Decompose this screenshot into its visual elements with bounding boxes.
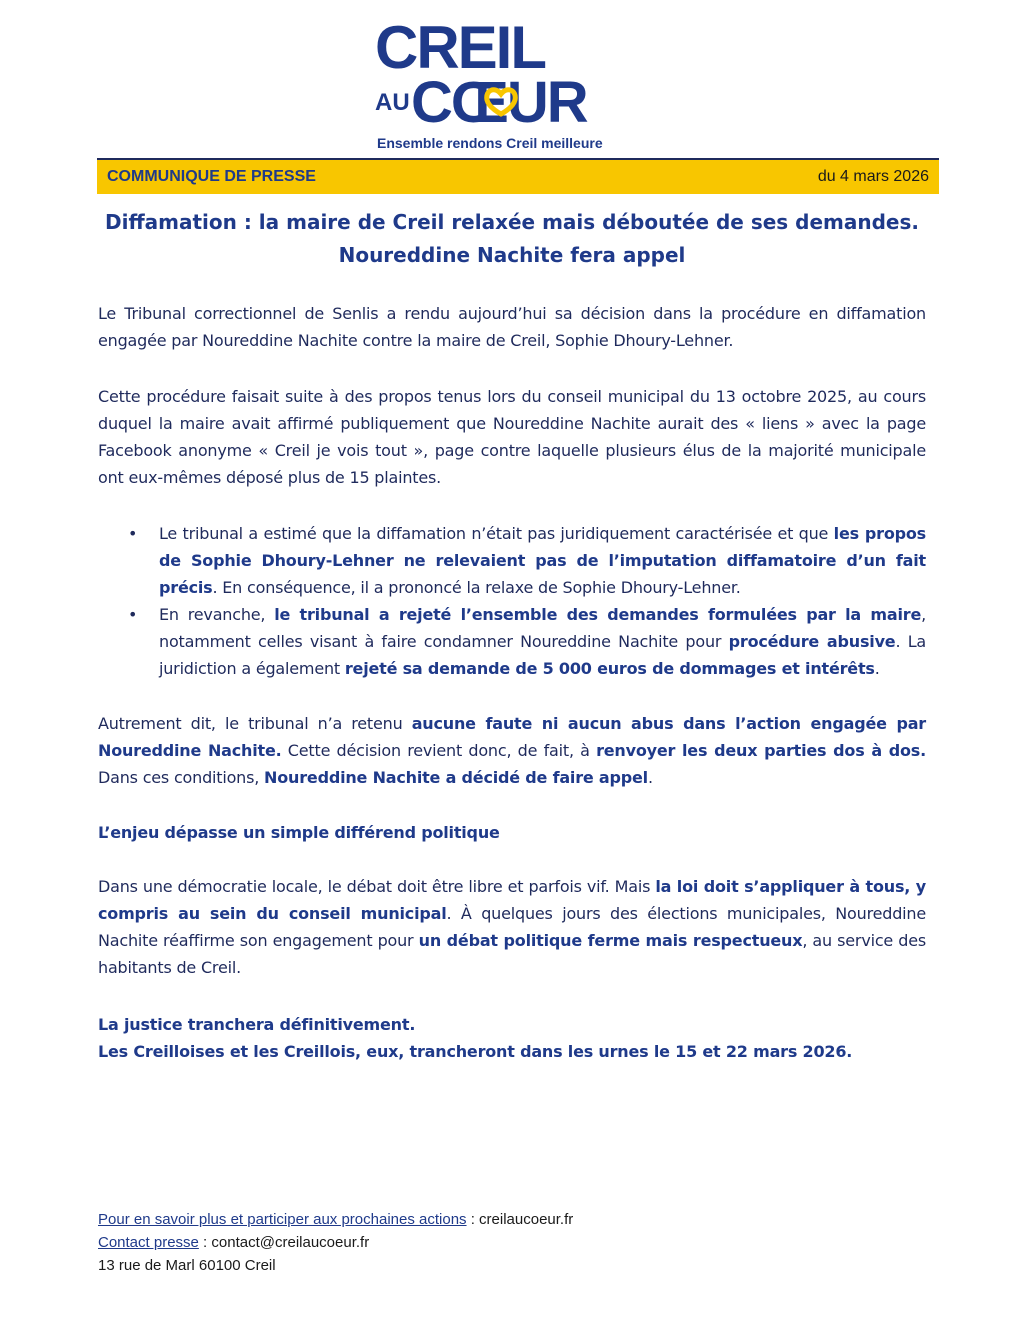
list-item <box>98 520 926 601</box>
closing-statement <box>98 1011 926 1065</box>
paragraph-2: Cette procédure faisait suite à des propos tenus lors du conseil municipal du 13 octobre 2025, au cours duquel la maire avait affirmé publiquement que Noureddine Nachite aurait des « liens » avec la page Facebook anonyme « Creil je vois tout », page contre laquelle plusieurs élus de la majorité municipale ont eux-mêmes déposé plus de 15 plaintes. <box>98 387 926 487</box>
press-release-banner <box>97 158 939 194</box>
bullet2-text-d: procédure abusive <box>728 632 896 651</box>
website-value: : creilaucoeur.fr <box>466 1211 574 1228</box>
closing-line2: Les Creilloises et les Creillois, eux, trancheront dans les urnes le 15 et 22 mars 2026. <box>98 1042 853 1061</box>
bullet1-text-b: les propos de Sophie Dhoury-Lehner ne relevaient pas de l’imputation diffamatoire d’un fait précis <box>159 524 926 597</box>
email-value: : contact@creilaucoeur.fr <box>198 1234 370 1251</box>
banner-date: du 4 mars 2026 <box>817 168 929 185</box>
logo-line1: CREIL <box>375 18 545 81</box>
footer <box>98 1208 573 1277</box>
subheading <box>98 819 926 846</box>
logo-line2: CŒUR <box>411 70 587 135</box>
p3-text-b: aucune faute ni aucun abus dans l’action engagée par Noureddine Nachite. <box>98 714 926 760</box>
address: 13 rue de Marl 60100 Creil <box>98 1257 276 1274</box>
p3-text-f: Noureddine Nachite a décidé de faire appel <box>264 768 648 787</box>
logo-tagline: Ensemble rendons Creil meilleure <box>377 135 603 151</box>
p3-text-e: Dans ces conditions, <box>98 768 265 787</box>
bullet-list <box>98 520 926 682</box>
bullet1-text-a: Le tribunal a estimé que la diffamation n’était pas juridiquement caractérisée et que <box>159 524 834 543</box>
title-line2: Noureddine Nachite fera appel <box>338 243 686 267</box>
paragraph-3 <box>98 710 926 791</box>
p4-text-b: la loi doit s’appliquer à tous, y compris au sein du conseil municipal <box>98 877 926 923</box>
p3-text-c: Cette décision revient donc, de fait, à <box>281 741 597 760</box>
bullet2-text-g: . <box>874 659 880 678</box>
list-item <box>98 601 926 682</box>
bullet1-text-c: . En conséquence, il a prononcé la relaxe de Sophie Dhoury-Lehner. <box>212 578 741 597</box>
banner-label: COMMUNIQUE DE PRESSE <box>107 168 316 185</box>
paragraph-1: Le Tribunal correctionnel de Senlis a rendu aujourd’hui sa décision dans la procédure en diffamation engagée par Noureddine Nachite contre la maire de Creil, Sophie Dhoury-Lehner. <box>98 304 926 350</box>
p4-text-e: , au service des habitants de Creil. <box>98 931 926 977</box>
paragraph-4 <box>98 873 926 981</box>
logo-line2-prefix: AU <box>375 89 410 116</box>
closing-line1: La justice tranchera définitivement. <box>98 1015 416 1034</box>
bullet-icon: • <box>128 605 138 624</box>
actions-link[interactable]: Pour en savoir plus et participer aux prochaines actions <box>98 1211 467 1228</box>
press-contact-link[interactable]: Contact presse <box>98 1234 199 1251</box>
p4-text-c: . À quelques jours des élections municipales, Noureddine Nachite réaffirme son engagement pour <box>98 904 926 950</box>
logo-graphic <box>367 18 657 154</box>
title-line1: Diffamation : la maire de Creil relaxée mais déboutée de ses demandes. <box>104 210 919 234</box>
bullet2-text-f: rejeté sa demande de 5 000 euros de dommages et intérêts <box>344 659 875 678</box>
subheading-text: L’enjeu dépasse un simple différend politique <box>98 823 500 842</box>
bullet2-text-e: . La juridiction a également <box>159 632 927 678</box>
p4-text-a: Dans une démocratie locale, le débat doit être libre et parfois vif. Mais <box>98 877 656 896</box>
bullet-icon: • <box>128 524 138 543</box>
bullet2-text-c: , notamment celles visant à faire condamner Noureddine Nachite pour <box>159 605 926 651</box>
bullet2-text-b: le tribunal a rejeté l’ensemble des demandes formulées par la maire <box>274 605 922 624</box>
p4-text-d: un débat politique ferme mais respectueux <box>418 931 803 950</box>
p3-text-a: Autrement dit, le tribunal n’a retenu <box>98 714 412 733</box>
logo <box>0 18 1024 158</box>
page-title <box>80 206 944 272</box>
bullet2-text-a: En revanche, <box>159 605 275 624</box>
p3-text-d: renvoyer les deux parties dos à dos. <box>596 741 926 760</box>
p3-text-g: . <box>647 768 653 787</box>
